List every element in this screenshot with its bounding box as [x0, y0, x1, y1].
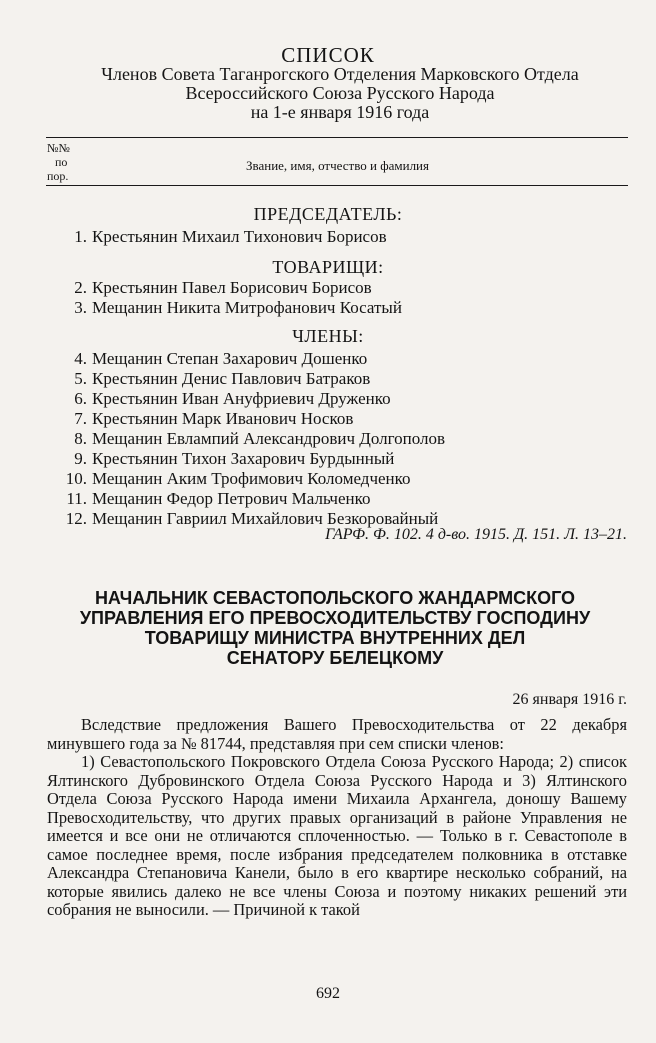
section-heading-members: ЧЛЕНЫ:: [292, 326, 364, 346]
list-item-number: 2.: [74, 278, 87, 297]
list-item-text: Мещанин Евлампий Александрович Долгополов: [92, 429, 446, 448]
body-paragraph: Вследствие предложения Вашего Превосходительства от 22 декабря минувшего года за № 81744, представляя при сем списки членов:: [47, 715, 627, 753]
list-item: [47, 298, 627, 317]
list-item-number: 3.: [74, 298, 87, 317]
subtitle-line: Членов Совета Таганрогского Отделения Марковского Отдела: [101, 64, 579, 84]
list-item-text: Крестьянин Денис Павлович Батраков: [92, 369, 371, 388]
document-subtitle: [40, 65, 640, 122]
letter-date: 26 января 1916 г.: [512, 691, 627, 708]
letter-heading-line: ТОВАРИЩУ МИНИСТРА ВНУТРЕННИХ ДЕЛ: [144, 628, 526, 648]
number-column-header-line: пор.: [47, 169, 69, 183]
section-heading-chairman: ПРЕДСЕДАТЕЛЬ:: [253, 204, 403, 224]
list-item-text: Мещанин Никита Митрофанович Косатый: [92, 298, 402, 317]
document-title: СПИСОК: [281, 43, 375, 67]
number-column-header-line: по: [55, 155, 68, 169]
subtitle-line: Всероссийского Союза Русского Народа: [185, 83, 495, 103]
list-item-number: 11.: [66, 489, 87, 508]
table-header-rule: [46, 185, 628, 186]
list-item: [47, 227, 627, 246]
list-item-text: Мещанин Федор Петрович Мальченко: [92, 489, 371, 508]
list-item: [47, 469, 627, 488]
list-item-number: 12.: [65, 509, 87, 528]
list-item: [47, 369, 627, 388]
list-item-number: 1.: [74, 227, 87, 246]
list-item-number: 5.: [74, 369, 87, 388]
list-item: [47, 409, 627, 428]
archive-source-reference: ГАРФ. Ф. 102. 4 д-во. 1915. Д. 151. Л. 13–21.: [325, 526, 627, 543]
table-top-rule: [46, 137, 628, 138]
subtitle-line: на 1-е января 1916 года: [250, 102, 430, 122]
letter-body: [47, 716, 627, 920]
page-number: 692: [316, 985, 340, 1002]
number-column-header-line: №№: [47, 141, 70, 155]
list-item: [47, 489, 627, 508]
list-item-text: Крестьянин Иван Ануфриевич Друженко: [92, 389, 391, 408]
list-item: [47, 278, 627, 297]
list-item-text: Крестьянин Тихон Захарович Бурдынный: [92, 449, 395, 468]
section-heading-deputies: ТОВАРИЩИ:: [272, 257, 384, 277]
list-item-text: Крестьянин Михаил Тихонович Борисов: [92, 227, 387, 246]
list-item-text: Крестьянин Марк Иванович Носков: [92, 409, 354, 428]
letter-heading-line: СЕНАТОРУ БЕЛЕЦКОМУ: [226, 648, 444, 668]
list-item: [47, 349, 627, 368]
list-item-text: Крестьянин Павел Борисович Борисов: [92, 278, 372, 297]
list-item-text: Мещанин Степан Захарович Дошенко: [92, 349, 368, 368]
list-item-number: 7.: [74, 409, 87, 428]
list-item-number: 6.: [74, 389, 87, 408]
number-column-header: [47, 141, 87, 183]
list-item-number: 9.: [74, 449, 87, 468]
list-item-text: Мещанин Гавриил Михайлович Безкоровайный: [92, 509, 439, 528]
letter-heading-line: НАЧАЛЬНИК СЕВАСТОПОЛЬСКОГО ЖАНДАРМСКОГО: [94, 588, 576, 608]
list-item-number: 8.: [74, 429, 87, 448]
list-item: [47, 429, 627, 448]
list-item: [47, 389, 627, 408]
body-paragraph: 1) Севастопольского Покровского Отдела Союза Русского Народа; 2) список Ялтинского Дубровинского Отдела Союза Русского Народа и 3) Ялтинского Отдела Союза Русского Народа имени Михаила Архангела, доношу Вашему Превосходительству, что других правых организаций в районе Управления не имеется и все они не отличаются сплоченностью. — Только в г. Севастополе в самое последнее время, после избрания председателем полковника в отставке Александра Степановича Канели, было в его квартире несколько собраний, на которые явились далеко не все члены Союза и поэтому никаких решений эти собрания не выносили. — Причиной к такой: [47, 752, 627, 919]
list-item-text: Мещанин Аким Трофимович Коломедченко: [92, 469, 411, 488]
list-item-number: 4.: [74, 349, 87, 368]
letter-heading-line: УПРАВЛЕНИЯ ЕГО ПРЕВОСХОДИТЕЛЬСТВУ ГОСПОДИНУ: [79, 608, 591, 628]
name-column-header: Звание, имя, отчество и фамилия: [246, 158, 429, 173]
letter-heading: [40, 588, 630, 668]
list-item-number: 10.: [65, 469, 87, 488]
list-item: [47, 449, 627, 468]
